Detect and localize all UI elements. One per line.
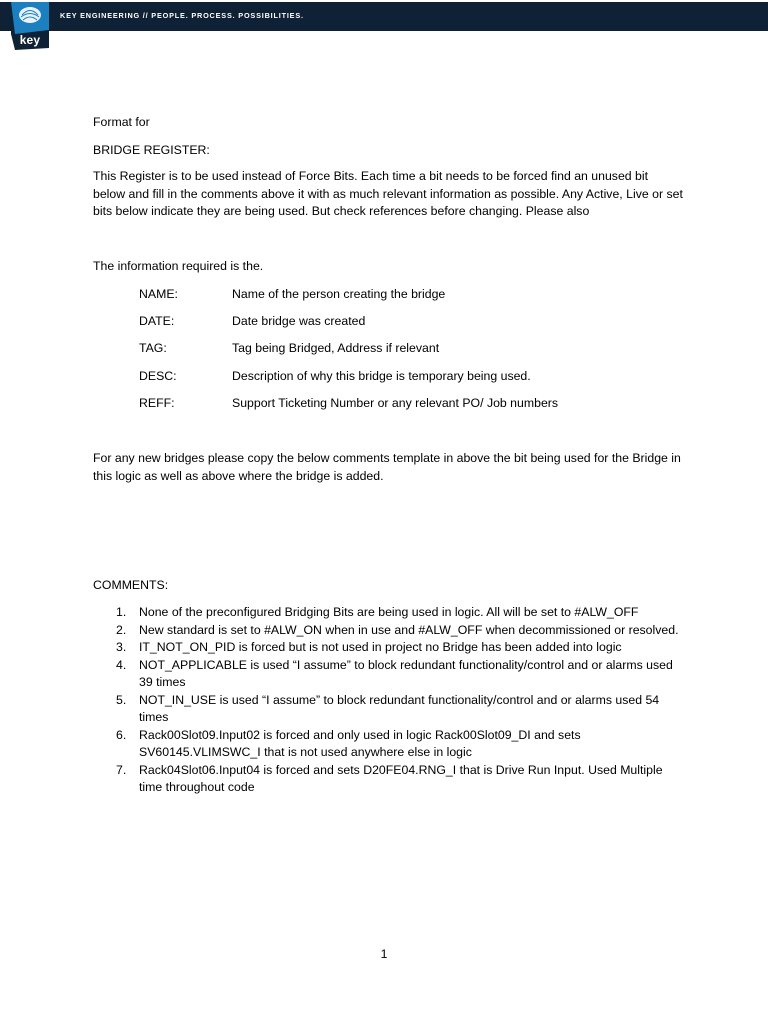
field-key: DATE: [139, 314, 175, 328]
field-desc: Tag being Bridged, Address if relevant [232, 341, 440, 355]
logo-text: key [19, 33, 41, 47]
field-desc: Name of the person creating the bridge [232, 287, 446, 301]
field-row-desc [139, 368, 531, 386]
info-intro: The information required is the. [93, 259, 264, 273]
field-key: REFF: [139, 396, 175, 410]
header-tagline: KEY ENGINEERING // PEOPLE. PROCESS. POSSIBILITIES. [60, 11, 304, 20]
field-key: DESC: [139, 369, 177, 383]
field-desc: Date bridge was created [232, 314, 366, 328]
header-bar [0, 2, 768, 31]
list-item [93, 622, 683, 640]
list-text: None of the preconfigured Bridging Bits are being used in logic. All will be set to #ALW_OFF [139, 605, 639, 619]
page-number: 1 [380, 947, 388, 961]
key-logo [9, 0, 51, 52]
heading-line-1: Format for [93, 115, 150, 129]
list-item [93, 727, 683, 762]
list-number: 5. [116, 692, 127, 707]
field-row-tag [139, 340, 439, 358]
heading-line-2: BRIDGE REGISTER: [93, 143, 210, 157]
field-desc: Support Ticketing Number or any relevant PO/ Job numbers [232, 396, 559, 410]
list-text: Rack04Slot06.Input04 is forced and sets D20FE04.RNG_I that is Drive Run Input. Used Multiple time throughout code [139, 762, 663, 794]
list-text: NOT_IN_USE is used “I assume” to block redundant functionality/control and or alarms used 54 times [139, 692, 660, 724]
field-row-reff [139, 395, 558, 413]
list-item [93, 657, 683, 692]
comments-list [93, 604, 683, 797]
list-number: 4. [116, 657, 127, 672]
list-number: 7. [116, 762, 127, 777]
field-key: TAG: [139, 341, 167, 355]
intro-paragraph: This Register is to be used instead of Force Bits. Each time a bit needs to be forced find an unused bit below and fill in the comments above it with as much relevant information as possible. Any Active, Live or set bits below indicate they are being used. But check references before changing. Please also [93, 169, 683, 218]
list-item [93, 604, 683, 622]
list-text: New standard is set to #ALW_ON when in use and #ALW_OFF when decommissioned or resolved. [139, 622, 679, 637]
list-number: 3. [116, 640, 127, 654]
field-row-name [139, 286, 445, 304]
list-item [93, 762, 683, 797]
list-number: 1. [116, 605, 127, 619]
field-desc: Description of why this bridge is temporary being used. [232, 369, 531, 383]
list-text: NOT_APPLICABLE is used “I assume” to block redundant functionality/control and or alarms used 39 times [139, 657, 673, 689]
list-number: 6. [116, 727, 127, 742]
list-item [93, 639, 683, 657]
new-bridges-paragraph: For any new bridges please copy the below comments template in above the bit being used for the Bridge in this logic as well as above where the bridge is added. [93, 451, 681, 483]
field-row-date [139, 313, 365, 331]
list-text: IT_NOT_ON_PID is forced but is not used in project no Bridge has been added into logic [139, 640, 622, 654]
comments-heading: COMMENTS: [93, 578, 169, 592]
list-text: Rack00Slot09.Input02 is forced and only used in logic Rack00Slot09_DI and sets SV60145.VLIMSWC_I that is not used anywhere else in logic [139, 727, 581, 759]
list-number: 2. [116, 622, 127, 637]
list-item [93, 692, 683, 727]
field-key: NAME: [139, 287, 178, 301]
